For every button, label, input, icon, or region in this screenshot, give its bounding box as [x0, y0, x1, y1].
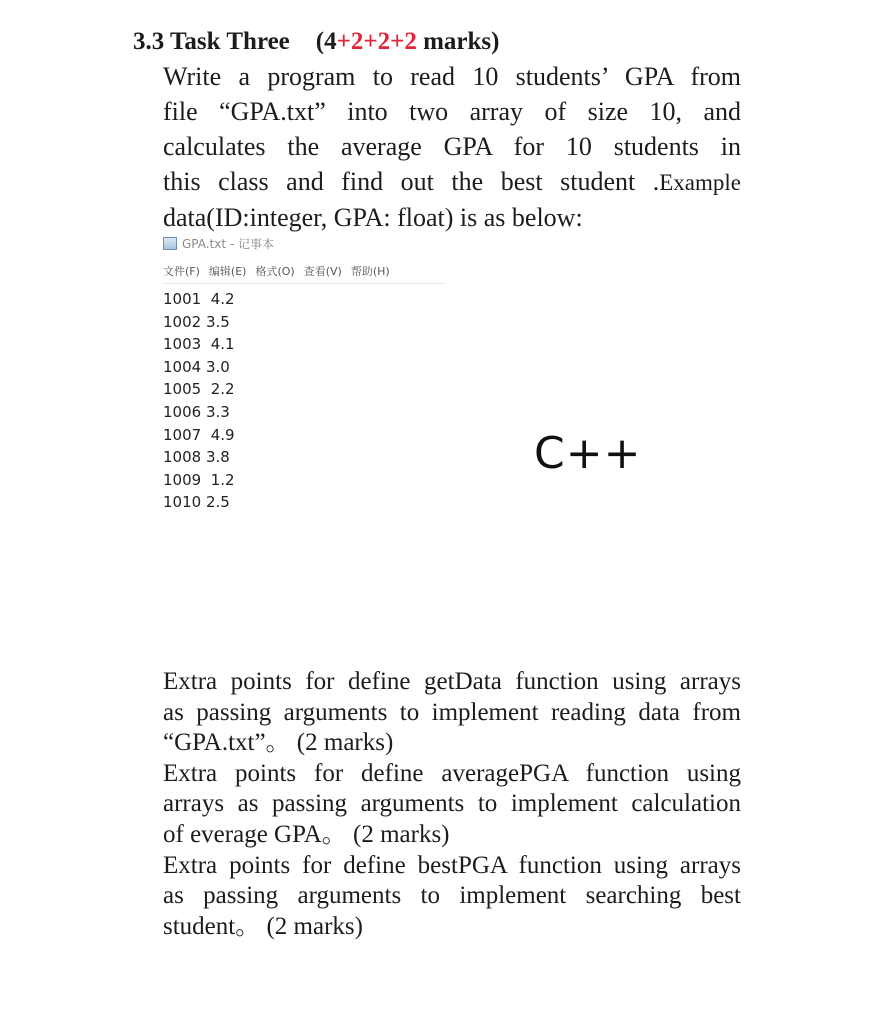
menu-view: 查看(V) [303, 265, 342, 278]
notepad-title-bar [163, 233, 453, 253]
gpa-record: 1001 4.2 [163, 290, 235, 308]
gpa-record: 1004 3.0 [163, 357, 230, 376]
menu-edit: 编辑(E) [208, 265, 247, 278]
task-heading [133, 28, 500, 56]
extra-line: Extra points for define bestPGA function using arrays [163, 851, 741, 879]
gpa-record: 1009 1.2 [163, 470, 235, 489]
description-line: calculates the average GPA for 10 students in [163, 132, 741, 161]
notepad-file-icon [163, 237, 177, 250]
menu-file: 文件(F) [163, 265, 200, 278]
extra-line: of everage GPA。 (2 marks) [163, 820, 450, 848]
gpa-record: 1002 3.5 [163, 312, 230, 331]
notepad-screenshot [163, 233, 453, 514]
description-line: data(ID:integer, GPA: float) is as below: [163, 203, 583, 232]
extra-line: as passing arguments to implement searching best [163, 882, 741, 910]
marks-first: 4 [324, 28, 337, 55]
marks-suffix: marks) [416, 28, 500, 55]
description-line [163, 164, 741, 200]
notepad-content [163, 288, 453, 514]
task-number: 3.3 Task Three [133, 28, 290, 55]
gpa-record: 1005 2.2 [163, 380, 235, 399]
notepad-menu-bar [163, 263, 445, 284]
marks-extra: +2+2+2 [336, 28, 417, 55]
gpa-record: 1006 3.3 [163, 402, 230, 421]
extra-line: Extra points for define averagePGA function using [163, 759, 741, 787]
description-line-tail: Example [659, 170, 741, 195]
notepad-title: GPA.txt - 记事本 [182, 236, 275, 251]
extra-line: as passing arguments to implement reading data from [163, 698, 741, 726]
menu-format: 格式(O) [255, 265, 295, 278]
language-label: C++ [534, 428, 642, 479]
extra-line: student。 (2 marks) [163, 912, 363, 940]
description-line: file “GPA.txt” into two array of size 10, and [163, 97, 741, 126]
extra-line: Extra points for define getData function using arrays [163, 668, 741, 695]
marks-open-paren: ( [315, 28, 325, 55]
task-description [163, 59, 741, 235]
gpa-record: 1008 3.8 [163, 448, 230, 467]
description-line-part: this class and find out the best student . [163, 167, 660, 196]
extra-line: arrays as passing arguments to implement calculation [163, 790, 741, 818]
gpa-record: 1010 2.5 [163, 493, 230, 512]
extra-line: “GPA.txt”。 (2 marks) [163, 729, 394, 757]
menu-help: 帮助(H) [350, 265, 390, 278]
description-line: Write a program to read 10 students’ GPA from [163, 62, 741, 91]
gpa-record: 1003 4.1 [163, 335, 235, 354]
extra-points-section [163, 667, 741, 942]
gpa-record: 1007 4.9 [163, 425, 235, 444]
